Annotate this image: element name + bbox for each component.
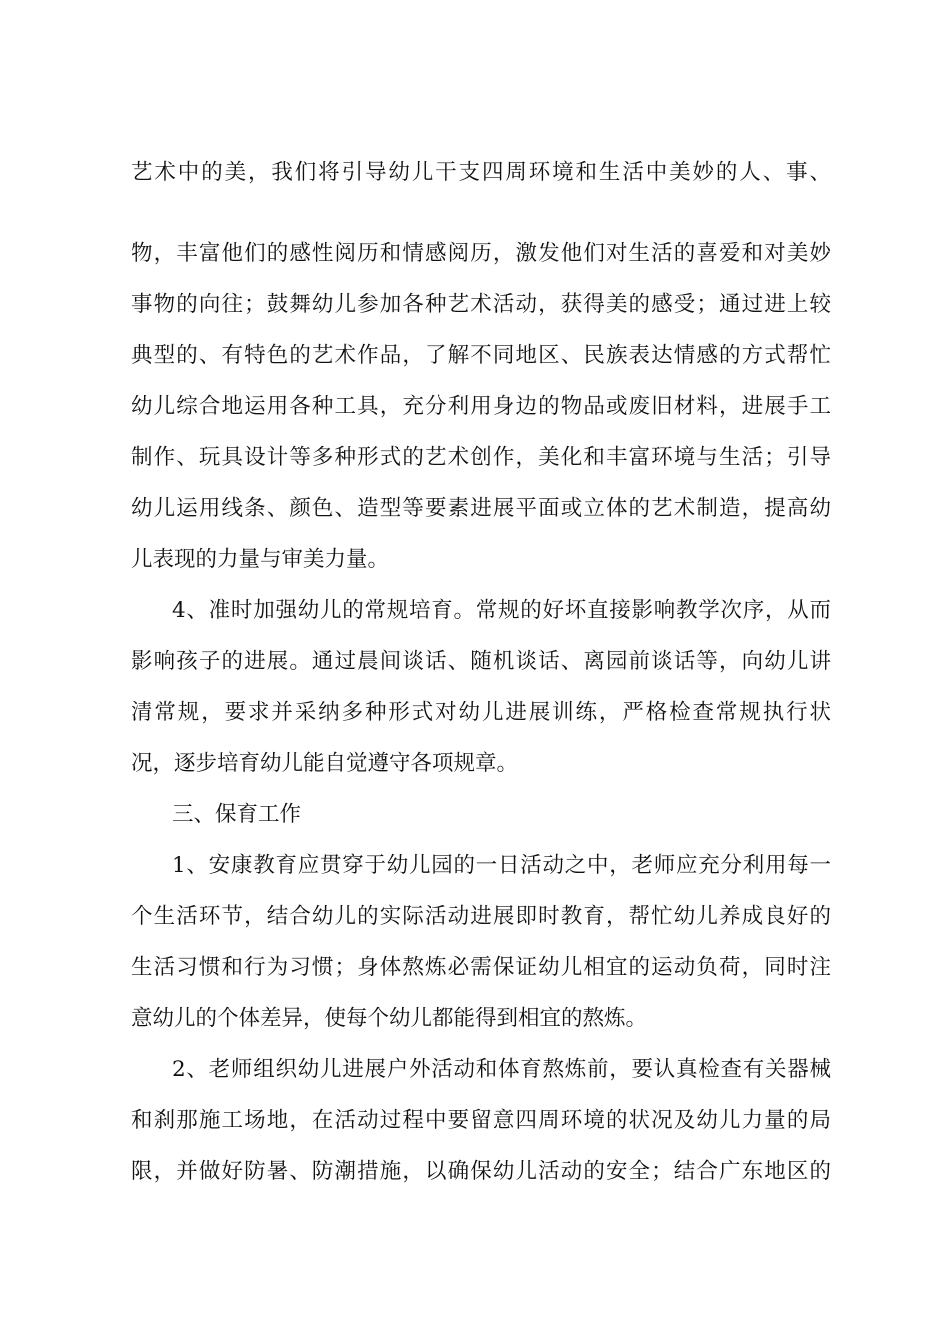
text-line: 生活习惯和行为习惯；身体熬炼必需保证幼儿相宜的运动负荷，同时注 <box>131 955 831 980</box>
paragraph-heading-2: 2、老师组织幼儿进展户外活动和体育熬炼前，要认真检查有关器械 <box>172 1057 831 1082</box>
text-line: 清常规，要求并采纳多种形式对幼儿进展训练，严格检查常规执行状 <box>131 700 831 725</box>
text-line: 艺术中的美，我们将引导幼儿干支四周环境和生活中美妙的人、事、 <box>131 160 831 185</box>
text-line: 影响孩子的进展。通过晨间谈话、随机谈话、离园前谈话等，向幼儿讲 <box>131 649 831 674</box>
text-line: 物，丰富他们的感性阅历和情感阅历，激发他们对生活的喜爱和对美妙 <box>131 241 831 266</box>
text-line: 幼儿运用线条、颜色、造型等要素进展平面或立体的艺术制造，提高幼 <box>131 496 831 521</box>
paragraph-heading-1: 1、安康教育应贯穿于幼儿园的一日活动之中，老师应充分利用每一 <box>172 853 831 878</box>
text-line: 况，逐步培育幼儿能自觉遵守各项规章。 <box>131 751 519 776</box>
text-line: 意幼儿的个体差异，使每个幼儿都能得到相宜的熬炼。 <box>131 1006 648 1031</box>
section-heading: 三、保育工作 <box>172 802 302 827</box>
text-line: 限，并做好防暑、防潮措施，以确保幼儿活动的安全；结合广东地区的 <box>131 1159 831 1184</box>
text-line: 制作、玩具设计等多种形式的艺术创作，美化和丰富环境与生活；引导 <box>131 445 831 470</box>
paragraph-heading-4: 4、准时加强幼儿的常规培育。常规的好坏直接影响教学次序，从而 <box>172 598 831 623</box>
text-line: 事物的向往；鼓舞幼儿参加各种艺术活动，获得美的感受；通过进上较 <box>131 292 831 317</box>
text-line: 和刹那施工场地，在活动过程中要留意四周环境的状况及幼儿力量的局 <box>131 1108 831 1133</box>
text-line: 个生活环节，结合幼儿的实际活动进展即时教育，帮忙幼儿养成良好的 <box>131 904 831 929</box>
text-line: 幼儿综合地运用各种工具，充分利用身边的物品或废旧材料，进展手工 <box>131 394 831 419</box>
text-line: 儿表现的力量与审美力量。 <box>131 547 390 572</box>
text-line: 典型的、有特色的艺术作品，了解不同地区、民族表达情感的方式帮忙 <box>131 343 831 368</box>
